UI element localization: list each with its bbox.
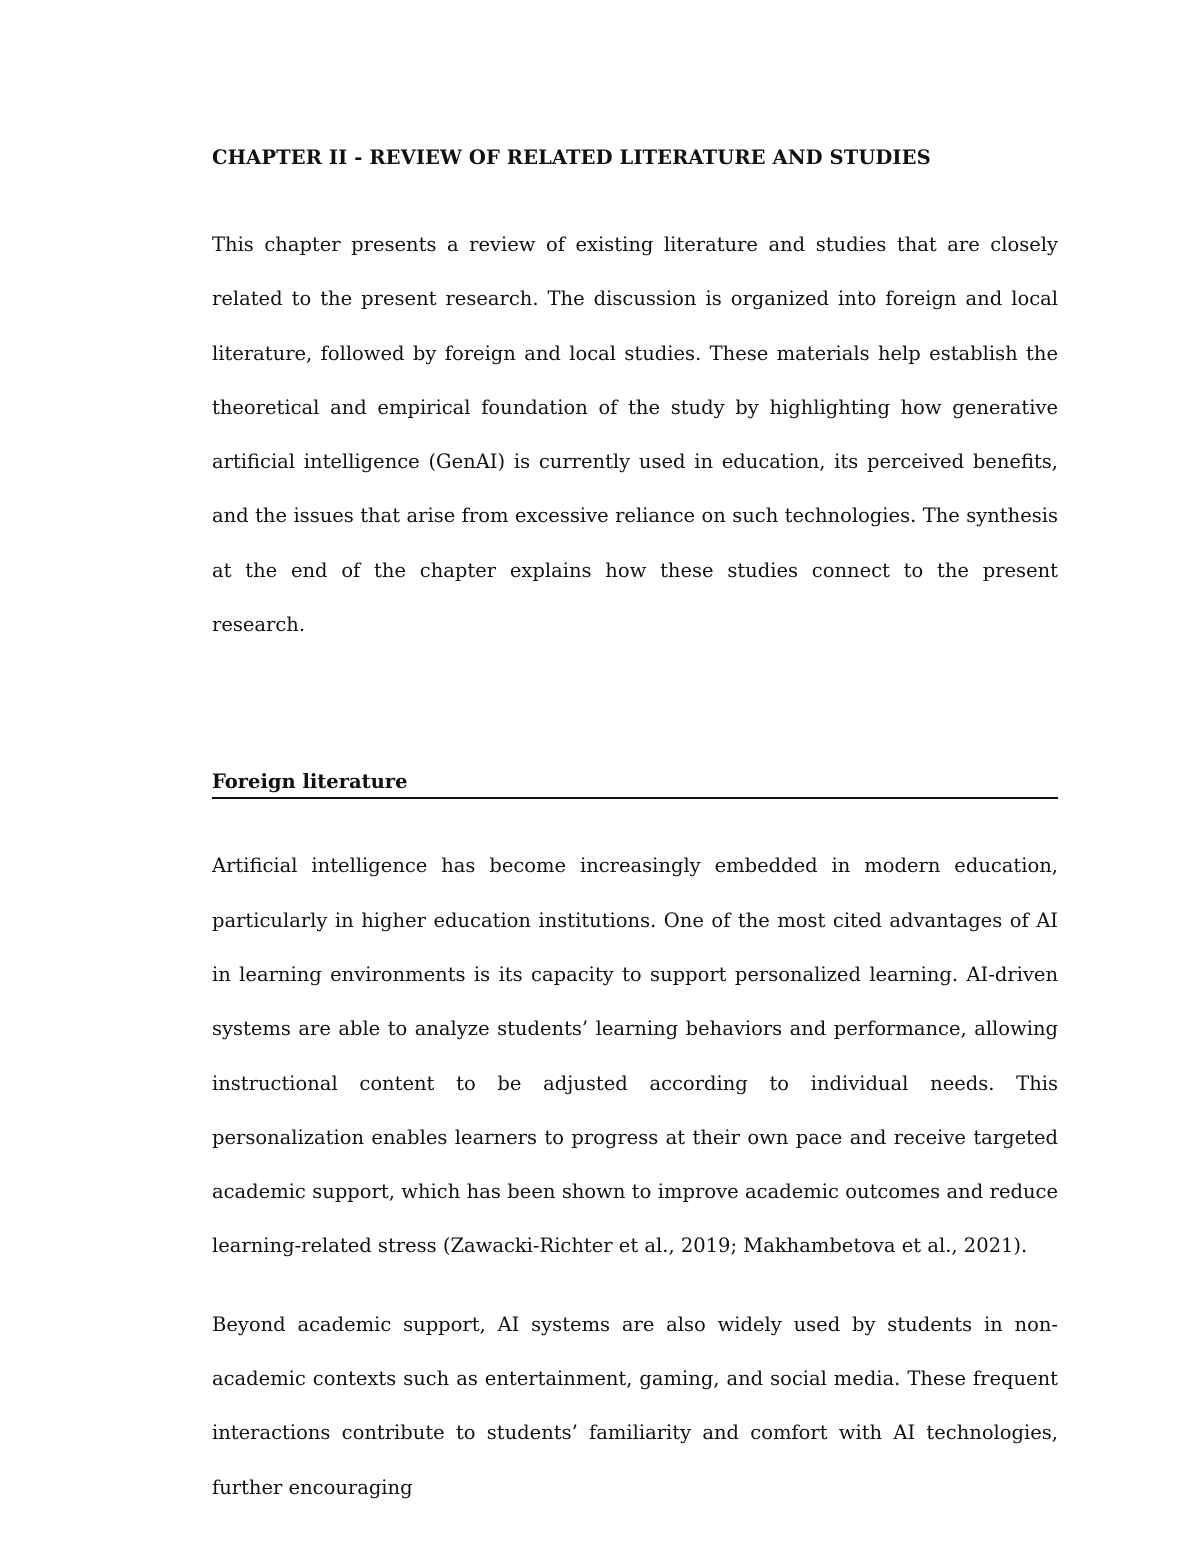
body-paragraph: Beyond academic support, AI systems are also widely used by students in non-academic contexts such as entertainment, gaming, and social media. These frequent interactions contribute to students’ familiarity and comfort with AI technologies, further encouraging	[212, 1312, 1058, 1499]
section-heading-foreign-literature: Foreign literature	[212, 768, 1058, 799]
body-paragraph: Artificial intelligence has become increasingly embedded in modern education, particularly in higher education institutions. One of the most cited advantages of AI in learning environments is its capacity to support personalized learning. AI-driven systems are able to analyze students’ learning behaviors and performance, allowing instructional content to be adjusted according to individual needs. This personalization enables learners to progress at their own pace and receive targeted academic support, which has been shown to improve academic outcomes and reduce learning-related stress (Zawacki-Richter et al., 2019; Makhambetova et al., 2021).	[212, 854, 1058, 1258]
page-content	[212, 140, 1058, 1515]
intro-paragraph: This chapter presents a review of existing literature and studies that are closely related to the present research. The discussion is organized into foreign and local literature, followed by foreign and local studies. These materials help establish the theoretical and empirical foundation of the study by highlighting how generative artificial intelligence (GenAI) is currently used in education, its perceived benefits, and the issues that arise from excessive reliance on such technologies. The synthesis at the end of the chapter explains how these studies connect to the present research.	[212, 233, 1058, 637]
chapter-title: CHAPTER II - REVIEW OF RELATED LITERATURE AND STUDIES	[212, 146, 931, 169]
